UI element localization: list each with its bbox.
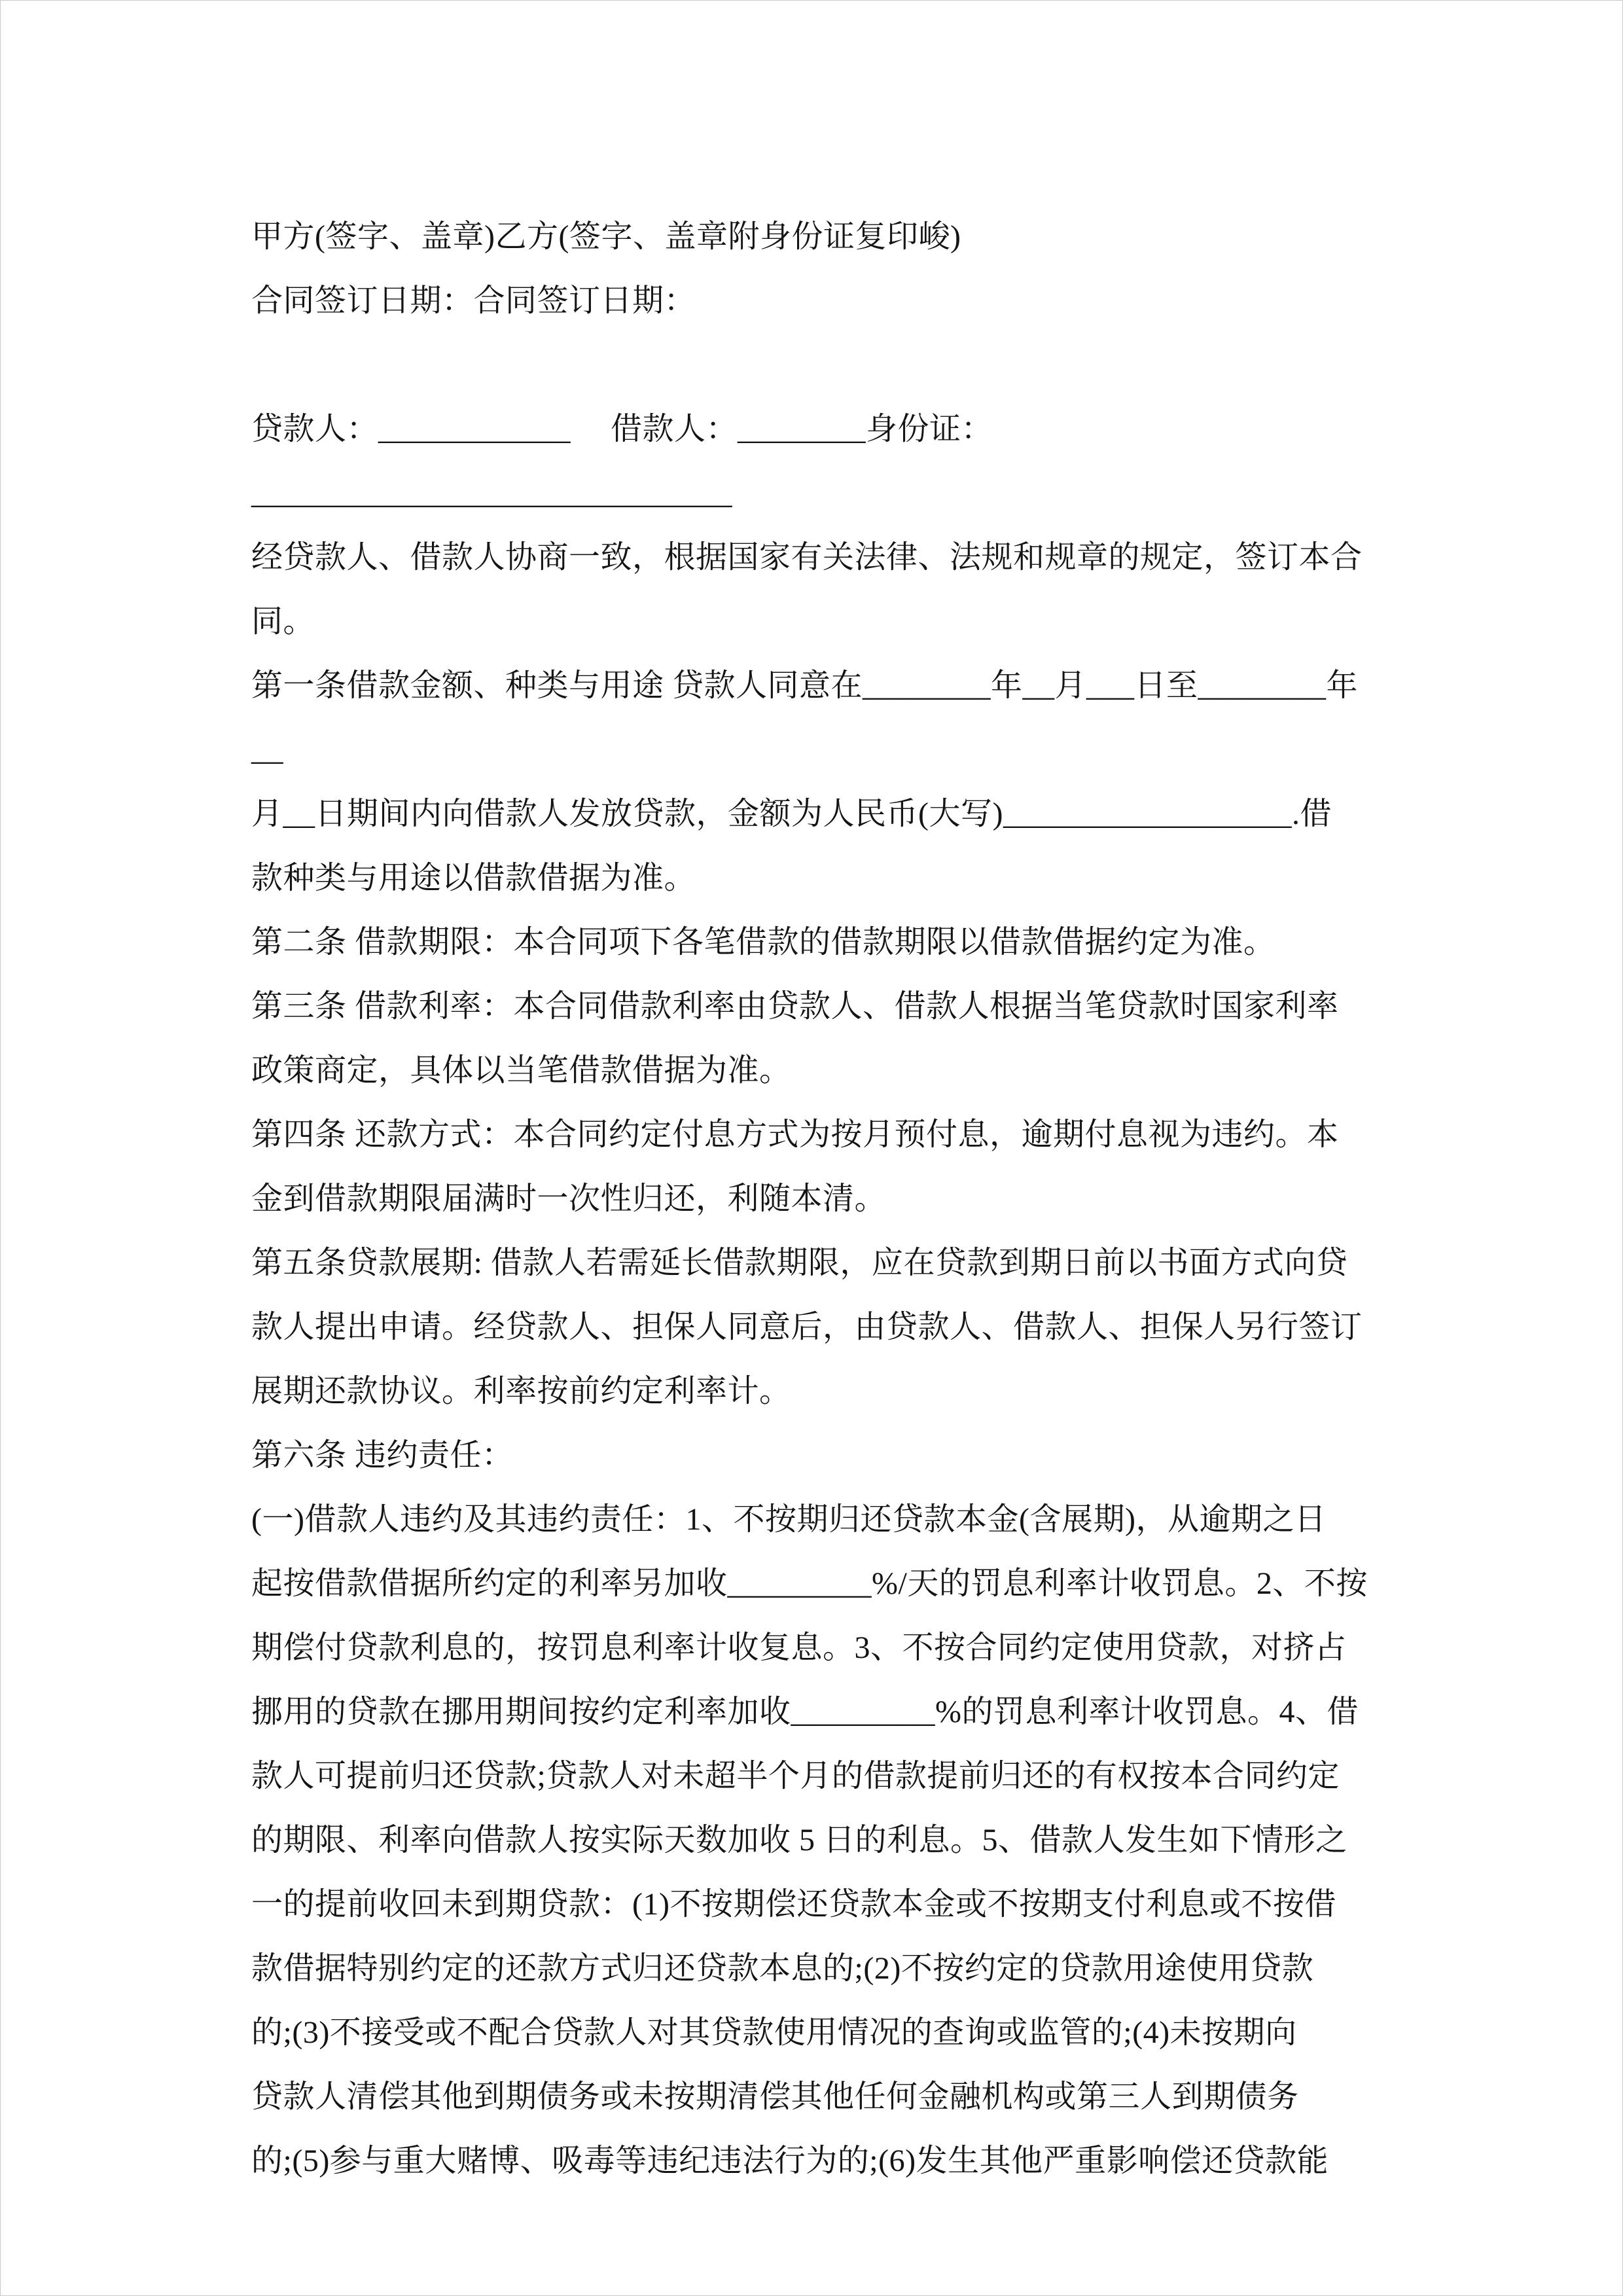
clause5-line-1: 第五条贷款展期: 借款人若需延长借款期限，应在贷款到期日前以书面方式向贷 bbox=[251, 1246, 1348, 1280]
clause4-line-1: 第四条 还款方式：本合同约定付息方式为按月预付息，逾期付息视为违约。本 bbox=[251, 1117, 1339, 1152]
clause6-body-line-2: 起按借款借据所约定的利率另加收_________%/天的罚息利率计收罚息。2、不按 bbox=[251, 1566, 1368, 1601]
clause5-line-2: 款人提出申请。经贷款人、担保人同意后，由贷款人、借款人、担保人另行签订 bbox=[251, 1310, 1363, 1344]
contract-body bbox=[251, 205, 1383, 2193]
clause6-body-line-3: 期偿付贷款利息的，按罚息利率计收复息。3、不按合同约定使用贷款，对挤占 bbox=[251, 1630, 1347, 1665]
clause5-line-3: 展期还款协议。利率按前约定利率计。 bbox=[251, 1374, 791, 1408]
clause6-body-line-8: 款借据特别约定的还款方式归还贷款本息的;(2)不按约定的贷款用途使用贷款 bbox=[251, 1951, 1314, 1986]
clause6-body-line-4: 挪用的贷款在挪用期间按约定利率加收_________%的罚息利率计收罚息。4、借 bbox=[251, 1695, 1359, 1729]
parties-fill-line: 贷款人：____________ 借款人：________身份证：______________________________ bbox=[251, 412, 993, 511]
clause6-body-line-10: 贷款人清偿其他到期债务或未按期清偿其他任何金融机构或第三人到期债务 bbox=[251, 2079, 1299, 2114]
clause1-line-3: 款种类与用途以借款借据为准。 bbox=[251, 861, 696, 895]
clause4-line-2: 金到借款期限届满时一次性归还，利随本清。 bbox=[251, 1181, 887, 1216]
sign-date-line: 合同签订日期：合同签订日期： bbox=[251, 283, 696, 318]
clause3-line-2: 政策商定，具体以当笔借款借据为准。 bbox=[251, 1053, 791, 1088]
clause6-body-line-7: 一的提前收回未到期贷款：(1)不按期偿还贷款本金或不按期支付利息或不按借 bbox=[251, 1887, 1336, 1922]
clause1-line-2: 月__日期间内向借款人发放贷款，金额为人民币(大写)__________________.借 bbox=[251, 797, 1332, 831]
clause6-body-line-6: 的期限、利率向借款人按实际天数加收 5 日的利息。5、借款人发生如下情形之 bbox=[251, 1823, 1347, 1857]
clause6-body-line-9: 的;(3)不接受或不配合贷款人对其贷款使用情况的查询或监管的;(4)未按期向 bbox=[251, 2015, 1297, 2050]
preamble-line-1: 经贷款人、借款人协商一致，根据国家有关法律、法规和规章的规定，签订本合 bbox=[251, 540, 1363, 575]
clause6-body-line-1: (一)借款人违约及其违约责任：1、不按期归还贷款本金(含展期)，从逾期之日 bbox=[251, 1502, 1327, 1537]
signature-line: 甲方(签字、盖章)乙方(签字、盖章附身份证复印峻) bbox=[251, 219, 961, 254]
blank-spacer bbox=[251, 333, 1383, 397]
clause6-body-line-5: 款人可提前归还贷款;贷款人对未超半个月的借款提前归还的有权按本合同约定 bbox=[251, 1759, 1340, 1793]
clause2-line: 第二条 借款期限：本合同项下各笔借款的借款期限以借款借据约定为准。 bbox=[251, 925, 1275, 960]
clause1-line-1: 第一条借款金额、种类与用途 贷款人同意在________年__月___日至________年__ bbox=[251, 668, 1359, 767]
clause3-line-1: 第三条 借款利率：本合同借款利率由贷款人、借款人根据当笔贷款时国家利率 bbox=[251, 989, 1339, 1024]
clause6-heading: 第六条 违约责任： bbox=[251, 1438, 514, 1473]
clause6-body-line-11: 的;(5)参与重大赌博、吸毒等违纪违法行为的;(6)发生其他严重影响偿还贷款能 bbox=[251, 2144, 1329, 2178]
preamble-line-2: 同。 bbox=[251, 604, 315, 639]
